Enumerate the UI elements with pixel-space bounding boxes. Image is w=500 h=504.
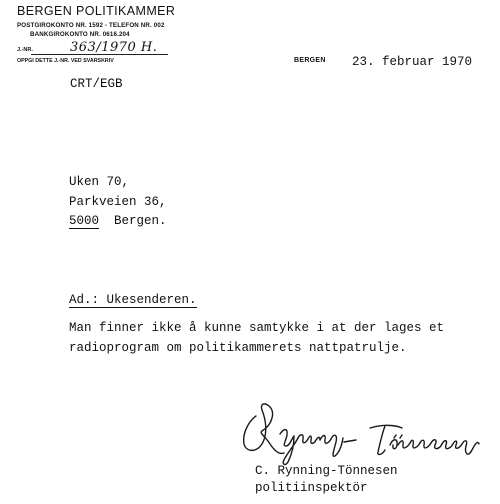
dateline-date: 23. februar 1970 <box>352 55 473 69</box>
journal-number-instruction: OPPGI DETTE J.-NR. VED SVARSKRIV <box>17 58 114 64</box>
recipient-postcode: 5000 <box>69 214 100 228</box>
recipient-name: Uken 70, <box>69 175 130 189</box>
signer-block <box>255 463 398 497</box>
body-line-2: radioprogram om politikammerets nattpatrulje. <box>69 341 407 355</box>
letterhead-bankgiro: BANKGIROKONTO NR. 0616.204 <box>30 31 130 38</box>
reference-initials: CRT/EGB <box>70 77 123 91</box>
letter-body <box>69 318 444 358</box>
recipient-address <box>69 173 167 232</box>
dateline-city: BERGEN <box>294 57 326 64</box>
letterhead-title: BERGEN POLITIKAMMER <box>17 4 176 18</box>
journal-number-value: 363/1970 H. <box>70 40 158 55</box>
signer-title: politiinspektör <box>255 481 368 495</box>
letterhead-postgiro-telephone: POSTGIROKONTO NR. 1592 - TELEFON NR. 002 <box>17 22 165 29</box>
body-line-1: Man finner ikke å kunne samtykke i at der lages et <box>69 321 445 335</box>
recipient-street: Parkveien 36, <box>69 194 167 209</box>
subject-line: Ad.: Ukesenderen. <box>69 293 197 307</box>
recipient-city: Bergen. <box>114 214 167 228</box>
journal-number-label: J.-NR. <box>17 47 33 53</box>
signer-name: C. Rynning-Tönnesen <box>255 464 398 478</box>
recipient-postal-line <box>69 212 167 232</box>
